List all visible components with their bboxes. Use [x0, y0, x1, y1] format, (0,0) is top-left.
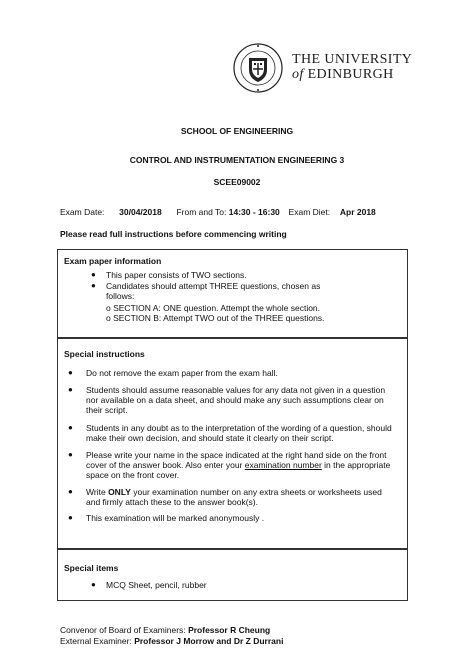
university-seal-icon [232, 42, 284, 94]
bullet-icon: ● [68, 385, 73, 394]
exam-paper-information-box: Exam paper information ● This paper consists of TWO sections. ● Candidates should attempt THREE questions, chosen as follows: o SECTION A: ONE question. Attempt the whole section. o SECTION B: Attempt TWO out of the THREE questions. [57, 249, 408, 338]
exam-date-value: 30/04/2018 [119, 207, 162, 217]
convenor-line [60, 625, 270, 635]
read-instructions-notice: Please read full instructions before commencing writing [60, 229, 287, 239]
external-examiner-label: External Examiner: [60, 636, 132, 646]
external-examiner-line [60, 636, 283, 646]
course-title: CONTROL AND INSTRUMENTATION ENGINEERING 3 [129, 155, 345, 165]
convenor-label: Convenor of Board of Examiners: [60, 625, 186, 635]
university-name-of: of [292, 67, 304, 82]
bullet-icon: ● [68, 513, 73, 522]
exam-diet-label: Exam Diet: [288, 207, 331, 217]
exam-diet-value: Apr 2018 [339, 207, 376, 217]
university-name-line1: THE UNIVERSITY [292, 52, 413, 67]
special-items-box: Special items ● MCQ Sheet, pencil, rubber [57, 549, 408, 601]
bullet-icon: ● [68, 368, 73, 377]
exam-time-label: From and To: [176, 207, 227, 217]
university-name-edinburgh: EDINBURGH [307, 67, 394, 82]
exam-time-value: 14:30 - 16:30 [228, 207, 280, 217]
exam-details-row [60, 207, 376, 217]
university-name [292, 52, 412, 82]
bullet-icon: ● [91, 580, 96, 589]
bullet-icon: ● [68, 423, 73, 432]
exam-paper-information-title: Exam paper information [64, 256, 162, 266]
course-code: SCEE09002 [213, 177, 261, 187]
school-title: SCHOOL OF ENGINEERING [180, 126, 294, 136]
exam-date-label: Exam Date: [60, 207, 105, 217]
university-logo [232, 42, 412, 92]
examination-number-underlined: examination number [244, 460, 322, 471]
bullet-icon: ● [68, 487, 73, 496]
special-instructions-box: Special instructions ● Do not remove the exam paper from the exam hall. ● Students should assume reasonable values for any data not given in a question nor available on a data sheet, and should make any such assumptions clear on their script. ● Students in any doubt as to the interpretation of the wording of a question, should make their own decision, and should state it clearly on their script. ● Please write your name in the space indicated at the right hand side on the front cover of the answer book. Also enter your examination number in the appropriate space on the front cover. ● Write ONLY your examination number on any extra sheets or worksheets used and firmly attach these to the answer book(s). ● This examination will be marked anonymously . [57, 338, 408, 549]
bullet-icon: ● [91, 270, 96, 279]
bullet-icon: ● [91, 281, 96, 290]
special-instructions-title: Special instructions [64, 349, 145, 359]
only-emphasis: ONLY [108, 487, 131, 497]
external-examiner-value: Professor J Morrow and Dr Z Durrani [134, 636, 284, 646]
university-name-line2 [292, 67, 412, 82]
bullet-icon: ● [68, 450, 73, 459]
special-items-title: Special items [64, 563, 119, 573]
convenor-value: Professor R Cheung [188, 625, 271, 635]
